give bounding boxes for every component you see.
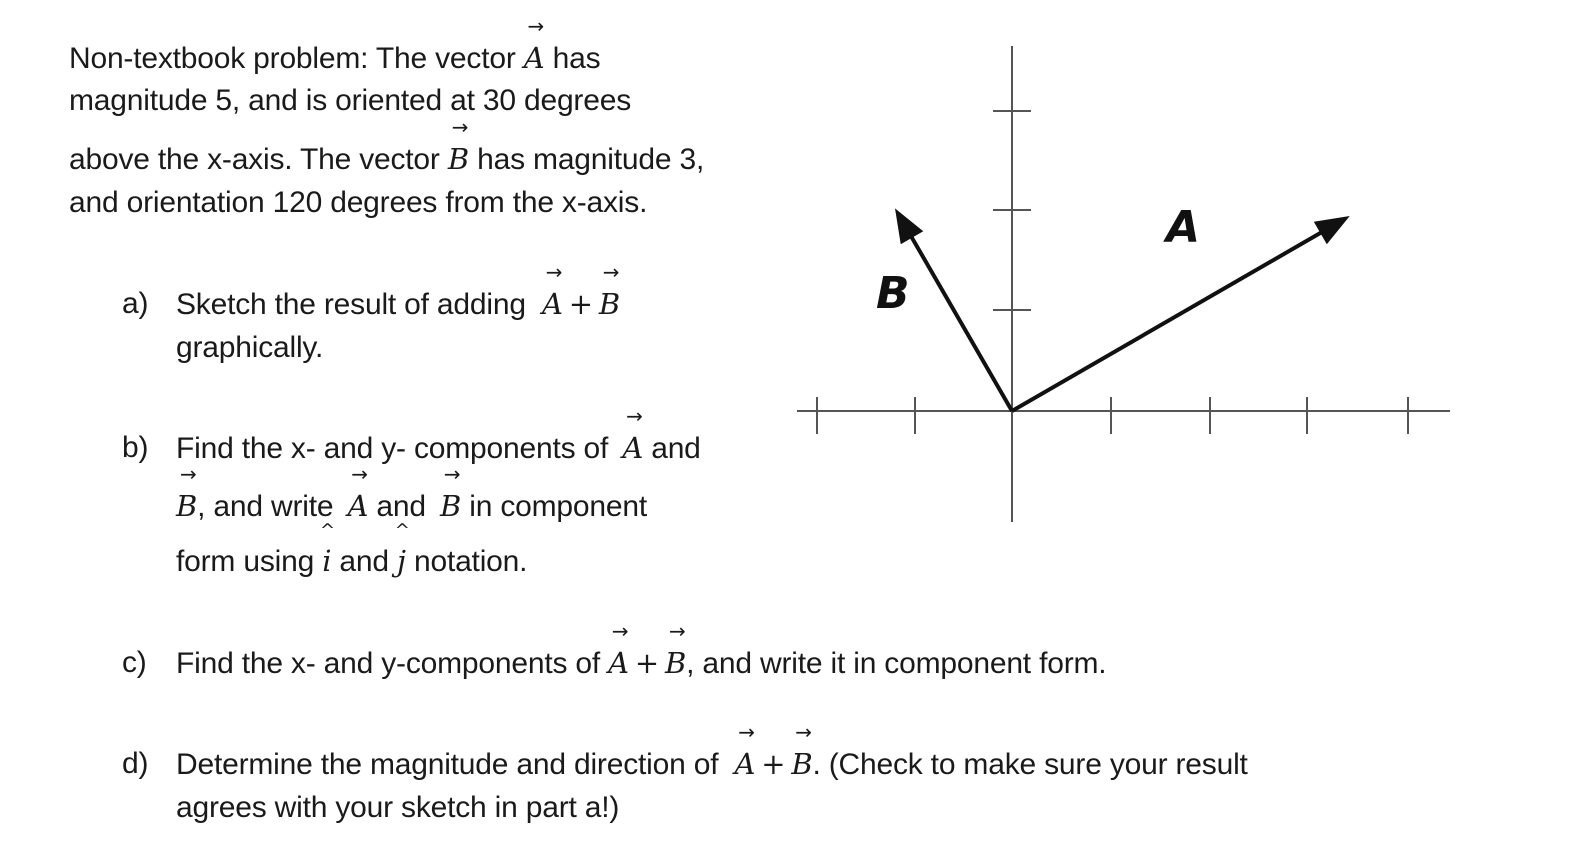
part-d-line-2: agrees with your sketch in part a!): [176, 791, 620, 824]
part-c-label: c): [122, 646, 147, 679]
vector-b-symbol: → B: [440, 488, 461, 524]
x-axis-ticks: [817, 397, 1408, 434]
part-b-text: notation.: [413, 545, 528, 578]
part-a-text: Sketch the result of adding: [176, 288, 526, 321]
part-b-text: , and write: [197, 490, 334, 523]
unit-vector-j: ^ j: [397, 543, 406, 579]
vector-a-symbol: → A: [542, 286, 563, 322]
part-b-text: and: [651, 432, 701, 465]
intro-text: above the x-axis. The vector: [69, 143, 440, 176]
part-d-text: Determine the magnitude and direction of: [176, 748, 719, 781]
vector-b-arrow: [911, 236, 1012, 411]
vector-b-symbol: → B: [448, 141, 469, 177]
intro-text: Non-textbook problem: The vector: [69, 42, 516, 75]
vector-b-arrowhead: [895, 208, 923, 244]
vector-a-symbol: → A: [622, 430, 643, 466]
vector-a-arrow: [1012, 232, 1322, 411]
vector-b-symbol: → B: [599, 286, 620, 322]
vector-a-symbol: → A: [524, 40, 545, 76]
vector-a-symbol: → A: [347, 488, 368, 524]
vector-a-label: A: [1166, 202, 1201, 253]
plus-sign: +: [634, 646, 660, 680]
part-b-label: b): [122, 431, 149, 464]
vector-b-symbol: → B: [791, 746, 812, 782]
intro-text: has magnitude 3,: [477, 143, 705, 176]
part-d-label: d): [122, 747, 149, 780]
unit-vector-i: ^ i: [322, 543, 331, 579]
intro-line-2: magnitude 5, and is oriented at 30 degrees: [69, 84, 631, 117]
vector-b-symbol: → B: [176, 488, 197, 524]
part-c-text: Find the x- and y-components of: [176, 647, 601, 680]
part-a-line-2: graphically.: [176, 331, 324, 364]
part-a-label: a): [122, 287, 149, 320]
vector-a-symbol: → A: [608, 645, 629, 681]
part-b-text: in component: [469, 490, 647, 523]
plus-sign: +: [761, 747, 786, 781]
vector-a-symbol: → A: [734, 746, 755, 782]
part-b-text: and: [376, 490, 426, 523]
plus-sign: +: [568, 287, 593, 321]
intro-text: has: [552, 42, 601, 75]
intro-line-4: and orientation 120 degrees from the x-axis.: [69, 186, 648, 219]
vector-arrows: [895, 208, 1350, 411]
vector-b-label: B: [876, 268, 910, 319]
vector-b-symbol: → B: [665, 645, 686, 681]
vector-a-arrowhead: [1314, 216, 1350, 244]
part-b-text: form using: [176, 545, 315, 578]
part-b-text: Find the x- and y- components of: [176, 432, 609, 465]
part-d-text: . (Check to make sure your result: [812, 748, 1248, 781]
part-b-text: and: [339, 545, 389, 578]
part-c-text: , and write it in component form.: [686, 647, 1107, 680]
